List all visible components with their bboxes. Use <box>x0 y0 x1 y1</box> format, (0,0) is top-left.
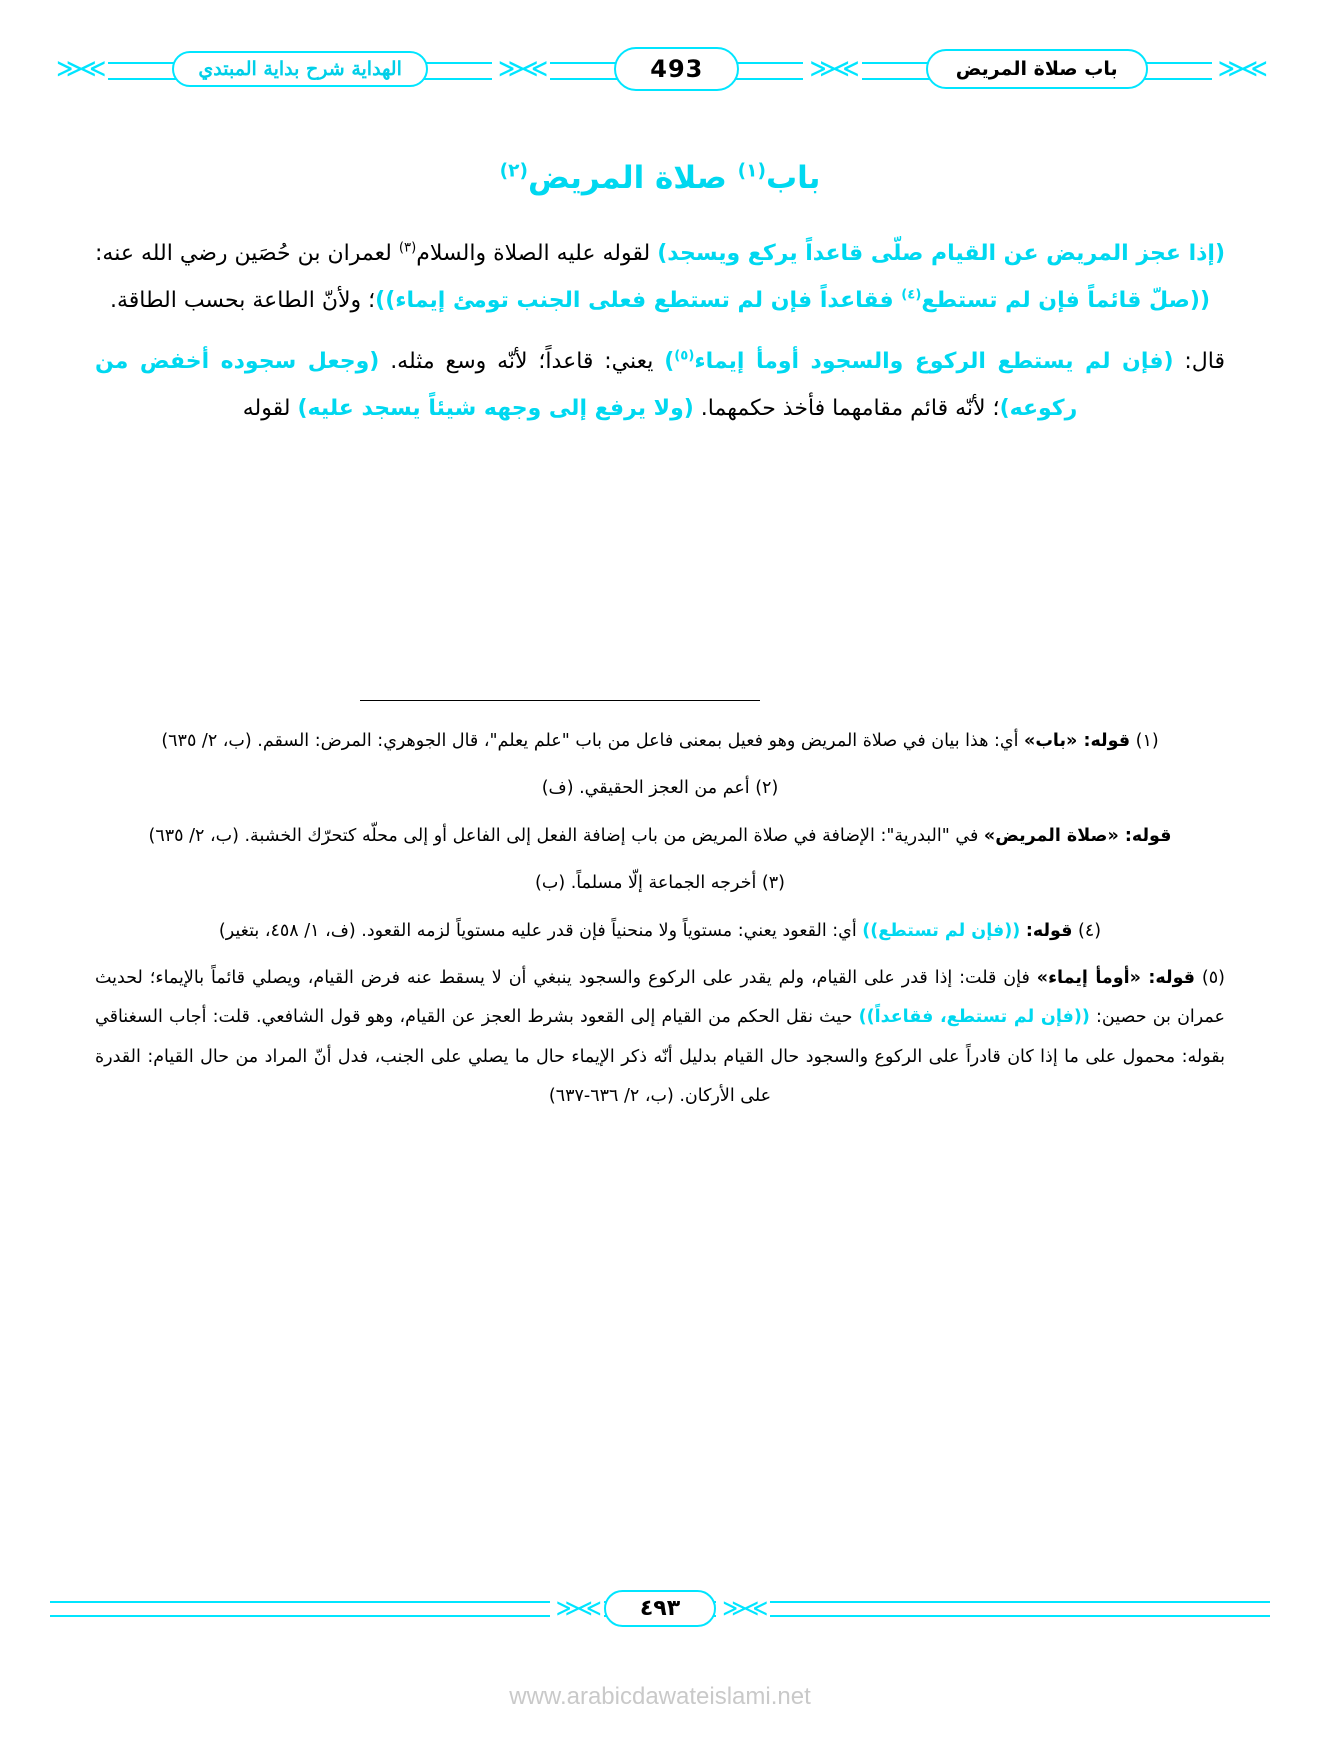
book-title-logo: الهداية شرح بداية المبتدي <box>172 51 427 87</box>
footnotes-section <box>95 722 1225 1124</box>
footnote-item: (٣) أخرجه الجماعة إلّا مسلماً. (ب) <box>535 873 785 894</box>
footer-page-number: ٤٩٣ <box>604 1590 716 1627</box>
ornament-icon-left: ≫≪ <box>50 56 108 82</box>
footer-ornament-icon-left: ≫≪ <box>550 1594 604 1622</box>
footnote-separator <box>360 700 760 701</box>
footnote-item: قوله: «صلاة المريض» في "البدرية": الإضافة في صلاة المريض من باب إضافة الفعل إلى الفاعل أو إلى محلّه كتحرّك الخشبة. (ب، ٢/ ٦٣٥) <box>148 825 1172 846</box>
footnote-item: (٥) قوله: «أومأ إيماء» فإن قلت: إذا قدر على القيام، ولم يقدر على الركوع والسجود ينبغي أن لا يسقط عنه فرض القيام، ويصلي قائماً بالإيماء؛ لحديث عمران بن حصين: ((فإن لم تستطع، فقاعداً)) حيث نقل الحكم من القيام إلى القعود بشرط العجز عن القيام، وهو قول الشافعي. قلت: أجاب السغناقي بقوله: محمول على ما إذا كان قادراً على الركوع والسجود حال القيام بدليل أنّه ذكر الإيماء حال ما يصلي على الجنب، فدل أنّ المراد من حال القيام: القدرة على الأركان. (ب، ٢/ ٦٣٦-٦٣٧) <box>95 967 1225 1106</box>
ornament-icon-mid-right: ≫≪ <box>803 56 861 82</box>
header-page-number: 493 <box>614 47 739 91</box>
page-footer <box>50 1585 1270 1631</box>
ornament-icon-right: ≫≪ <box>1212 56 1270 82</box>
chapter-title-note-1: (١) <box>737 160 766 182</box>
header-chapter-label: باب صلاة المريض <box>926 49 1148 90</box>
footnote-item: (٤) قوله: ((فإن لم تستطع)) أي: القعود يعني: مستوياً ولا منحنياً فإن قدر عليه مستوياً لزمه القعود. (ف، ١/ ٤٥٨، بتغير) <box>218 920 1102 941</box>
body-paragraph-2: قال: (فإن لم يستطع الركوع والسجود أومأ إيماء$^{(٥)}$) يعني: قاعداً؛ لأنّه وسع مثله. (وجعل سجوده أخفض من ركوعه)؛ لأنّه قائم مقامهما فأخذ حكمهما. (ولا يرفع إلى وجهه شيئاً يسجد عليه) لقوله <box>95 348 1225 422</box>
page-header <box>50 40 1270 98</box>
chapter-title-note-2: (٢) <box>499 160 528 182</box>
chapter-title-rest: صلاة المريض <box>527 160 727 196</box>
site-watermark: www.arabicdawateislami.net <box>509 1683 811 1710</box>
chapter-title-prefix: باب <box>765 160 821 196</box>
body-paragraph-1: (إذا عجز المريض عن القيام صلّى قاعداً يركع ويسجد) لقوله عليه الصلاة والسلام$^{(٣)}$ لعمران بن حُصَين رضي الله عنه: ((صلّ قائماً فإن لم تستطع$^{(٤)}$ فقاعداً فإن لم تستطع فعلى الجنب تومئ إيماء))؛ ولأنّ الطاعة بحسب الطاقة. <box>95 240 1226 313</box>
footnote-item: (٢) أعم من العجز الحقيقي. (ف) <box>541 778 779 799</box>
footer-ornament-icon-right: ≫≪ <box>716 1594 770 1622</box>
chapter-title <box>95 154 1225 204</box>
ornament-icon-mid-left: ≫≪ <box>492 56 550 82</box>
main-content <box>95 140 1225 447</box>
footnote-item: (١) قوله: «باب» أي: هذا بيان في صلاة المريض وهو فعيل بمعنى فاعل من باب "علم يعلم"، قال الجوهري: المرض: السقم. (ب، ٢/ ٦٣٥) <box>161 731 1159 751</box>
